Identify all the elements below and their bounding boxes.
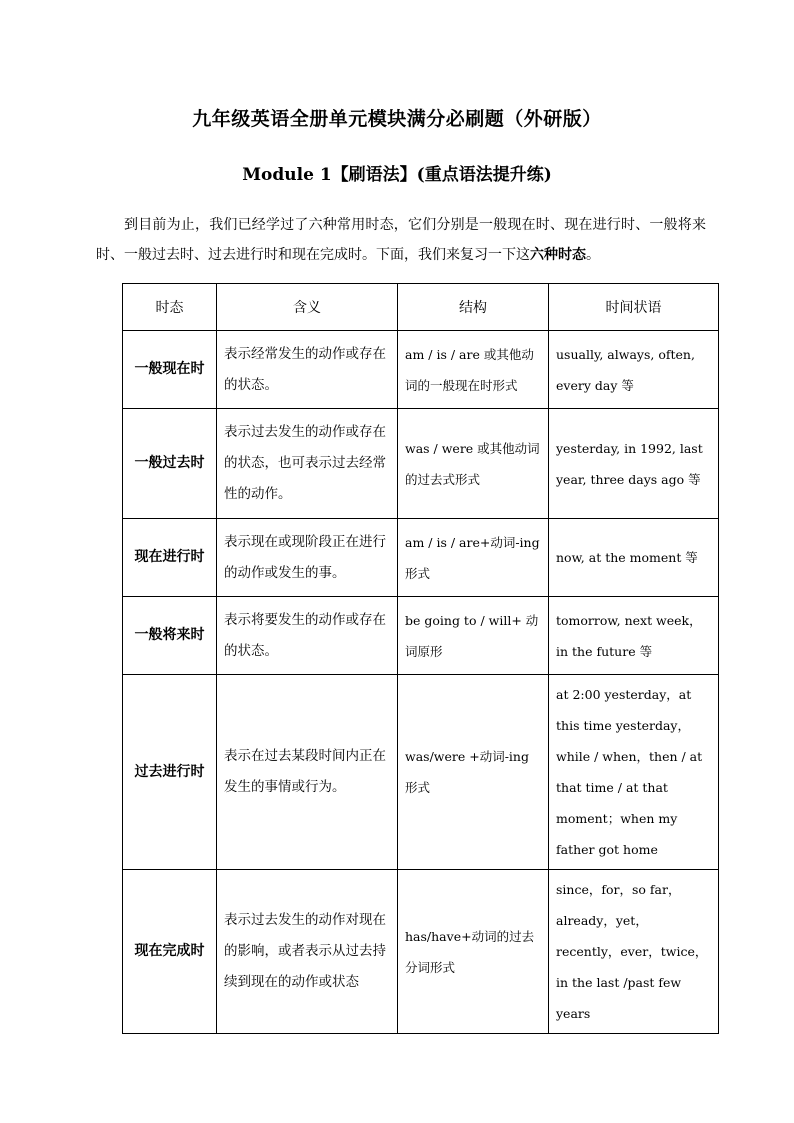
tense-name: 一般现在时 bbox=[123, 331, 217, 409]
intro-paragraph bbox=[96, 210, 706, 270]
tense-structure: am / is / are+动词-ing 形式 bbox=[398, 519, 549, 597]
tense-name: 一般将来时 bbox=[123, 597, 217, 675]
tense-meaning: 表示将要发生的动作或存在的状态。 bbox=[217, 597, 398, 675]
tense-name: 现在完成时 bbox=[123, 870, 217, 1034]
tense-time-adverbial: tomorrow, next week，in the future 等 bbox=[549, 597, 719, 675]
table-row bbox=[123, 597, 719, 675]
tense-structure: has/have+动词的过去分词形式 bbox=[398, 870, 549, 1034]
table-row bbox=[123, 409, 719, 519]
tense-structure: am / is / are 或其他动词的一般现在时形式 bbox=[398, 331, 549, 409]
tense-time-adverbial: now, at the moment 等 bbox=[549, 519, 719, 597]
document-title: 九年级英语全册单元模块满分必刷题（外研版） bbox=[192, 108, 602, 130]
document-subtitle: Module 1【刷语法】(重点语法提升练) bbox=[242, 165, 552, 185]
header-time-adverbial: 时间状语 bbox=[549, 284, 719, 331]
tense-table bbox=[122, 283, 719, 1034]
tense-structure: was/were +动词-ing 形式 bbox=[398, 675, 549, 870]
tense-name: 一般过去时 bbox=[123, 409, 217, 519]
tense-meaning: 表示过去发生的动作对现在的影响，或者表示从过去持续到现在的动作或状态 bbox=[217, 870, 398, 1034]
tense-meaning: 表示经常发生的动作或存在的状态。 bbox=[217, 331, 398, 409]
table-row bbox=[123, 331, 719, 409]
header-tense: 时态 bbox=[123, 284, 217, 331]
header-structure: 结构 bbox=[398, 284, 549, 331]
table-header-row bbox=[123, 284, 719, 331]
tense-meaning: 表示现在或现阶段正在进行的动作或发生的事。 bbox=[217, 519, 398, 597]
tense-time-adverbial: since，for，so far，already，yet，recently，ever，twice，in the last /past few years bbox=[549, 870, 719, 1034]
tense-time-adverbial: usually, always, often, every day 等 bbox=[549, 331, 719, 409]
intro-bold-text: 六种时态 bbox=[530, 247, 586, 263]
intro-suffix: 。 bbox=[586, 247, 600, 263]
table-row bbox=[123, 675, 719, 870]
intro-text: 到目前为止，我们已经学过了六种常用时态，它们分别是一般现在时、现在进行时、一般将来时、一般过去时、过去进行时和现在完成时。下面，我们来复习一下这 bbox=[96, 217, 706, 263]
tense-time-adverbial: yesterday, in 1992, last year, three days ago 等 bbox=[549, 409, 719, 519]
tense-meaning: 表示在过去某段时间内正在发生的事情或行为。 bbox=[217, 675, 398, 870]
tense-name: 现在进行时 bbox=[123, 519, 217, 597]
header-meaning: 含义 bbox=[217, 284, 398, 331]
tense-structure: was / were 或其他动词的过去式形式 bbox=[398, 409, 549, 519]
tense-structure: be going to / will+ 动词原形 bbox=[398, 597, 549, 675]
tense-meaning: 表示过去发生的动作或存在的状态，也可表示过去经常性的动作。 bbox=[217, 409, 398, 519]
tense-time-adverbial: at 2:00 yesterday，at this time yesterday，while / when，then / at that time / at that moment；when my father got home bbox=[549, 675, 719, 870]
tense-name: 过去进行时 bbox=[123, 675, 217, 870]
table-row bbox=[123, 870, 719, 1034]
table-row bbox=[123, 519, 719, 597]
